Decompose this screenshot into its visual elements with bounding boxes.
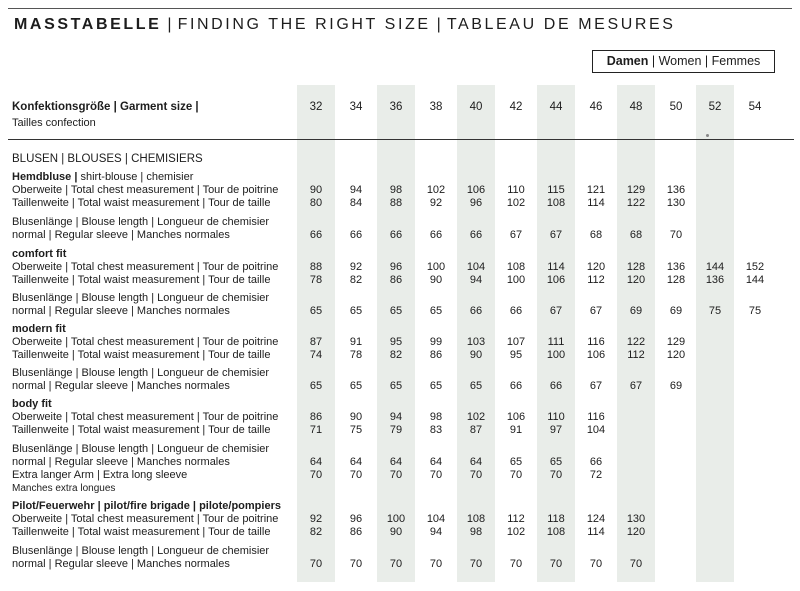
value-cell: 86 [309,411,323,423]
value-cell: 94 [389,411,403,423]
group-pilot: Pilot/Feuerwehr | pilot/fire brigade | pilote/pompiers [12,500,281,512]
value-cell: 64 [389,456,403,468]
value-cell: 70 [309,558,323,570]
value-cell: 75 [349,424,363,436]
value-cell: 67 [549,229,563,241]
value-cell: 70 [549,558,563,570]
row-values [0,336,800,349]
gender-de: Damen [606,54,649,68]
value-cell: 110 [547,411,565,423]
value-cell: 102 [506,197,526,209]
value-cell: 79 [389,424,403,436]
value-cell: 78 [309,274,323,286]
value-cell: 102 [466,411,486,423]
row-label-chest: Oberweite | Total chest measurement | Tour de poitrine [12,513,279,525]
value-cell: 42 [509,101,523,113]
size-header-label: Konfektionsgröße | Garment size | [12,101,199,113]
value-cell: 118 [547,513,565,525]
value-cell: 95 [389,336,403,348]
value-cell: 116 [587,336,605,348]
value-cell: 100 [506,274,526,286]
value-cell: 71 [309,424,323,436]
value-cell: 129 [666,336,686,348]
value-cell: 84 [349,197,363,209]
value-cell: 90 [309,184,323,196]
value-cell: 144 [745,274,765,286]
row-label-regular: normal | Regular sleeve | Manches normales [12,305,230,317]
value-cell: 82 [389,349,403,361]
value-cell: 112 [587,274,605,286]
value-cell: 66 [549,380,563,392]
value-cell: 122 [626,197,646,209]
gender-selector: Damen | Women | Femmes [592,50,775,73]
value-cell: 66 [469,305,483,317]
value-cell: 65 [349,380,363,392]
row-values [0,184,800,197]
value-cell: 70 [349,469,363,481]
row-label-waist: Taillenweite | Total waist measurement | Tour de taille [12,424,271,436]
value-cell: 122 [626,336,646,348]
value-cell: 92 [429,197,443,209]
scan-dot [706,134,709,137]
value-cell: 110 [507,184,525,196]
value-cell: 111 [547,336,565,348]
value-cell: 114 [547,261,565,273]
size-header-label-fr: Tailles confection [12,117,96,129]
value-cell: 108 [506,261,526,273]
value-cell: 66 [509,305,523,317]
value-cell: 70 [309,469,323,481]
value-cell: 66 [389,229,403,241]
value-cell: 104 [466,261,486,273]
value-cell: 70 [429,469,443,481]
value-cell: 100 [386,513,406,525]
row-values [0,526,800,539]
value-cell: 88 [309,261,323,273]
value-cell: 94 [469,274,483,286]
value-cell: 94 [429,526,443,538]
value-cell: 65 [309,305,323,317]
title-fr: TABLEAU DE MESURES [446,16,676,33]
group-comfort-fit: comfort fit [12,248,67,260]
value-cell: 70 [469,558,483,570]
group-hemdbluse: Hemdbluse | shirt-blouse | chemisier [12,171,194,183]
value-cell: 144 [705,261,725,273]
value-cell: 64 [309,456,323,468]
value-cell: 69 [669,380,683,392]
row-values [0,411,800,424]
value-cell: 106 [506,411,526,423]
value-cell: 50 [669,101,683,113]
row-label-extra-fr: Manches extra longues [12,483,116,494]
gender-fr: Femmes [711,54,761,68]
value-cell: 121 [586,184,606,196]
value-cell: 115 [547,184,565,196]
value-cell: 92 [309,513,323,525]
value-cell: 38 [429,101,443,113]
value-cell: 86 [429,349,443,361]
value-cell: 124 [586,513,606,525]
row-values [0,456,800,469]
value-cell: 32 [309,101,323,113]
value-cell: 96 [389,261,403,273]
value-cell: 69 [669,305,683,317]
value-cell: 106 [546,274,566,286]
value-cell: 96 [469,197,483,209]
row-label-regular: normal | Regular sleeve | Manches normales [12,456,230,468]
column-stripe [696,85,734,582]
value-cell: 70 [389,558,403,570]
row-label-waist: Taillenweite | Total waist measurement | Tour de taille [12,197,271,209]
value-cell: 65 [509,456,523,468]
value-cell: 66 [589,456,603,468]
value-cell: 129 [626,184,646,196]
value-cell: 120 [626,526,646,538]
value-cell: 67 [629,380,643,392]
row-label-waist: Taillenweite | Total waist measurement | Tour de taille [12,526,271,538]
value-cell: 64 [429,456,443,468]
value-cell: 100 [426,261,446,273]
value-cell: 108 [546,526,566,538]
row-label-chest: Oberweite | Total chest measurement | Tour de poitrine [12,261,279,273]
value-cell: 112 [507,513,525,525]
value-cell: 90 [349,411,363,423]
row-label-chest: Oberweite | Total chest measurement | Tour de poitrine [12,336,279,348]
row-values [0,349,800,362]
header-divider [8,139,794,140]
value-cell: 70 [669,229,683,241]
value-cell: 120 [666,349,686,361]
value-cell: 95 [509,349,523,361]
value-cell: 83 [429,424,443,436]
value-cell: 74 [309,349,323,361]
value-cell: 66 [429,229,443,241]
value-cell: 120 [626,274,646,286]
row-values [0,424,800,437]
value-cell: 64 [349,456,363,468]
value-cell: 130 [626,513,646,525]
value-cell: 65 [389,305,403,317]
value-cell: 36 [389,101,403,113]
value-cell: 82 [309,526,323,538]
row-values [0,469,800,482]
top-rule [8,8,792,9]
column-stripe [537,85,575,582]
value-cell: 107 [506,336,526,348]
row-values [0,513,800,526]
row-label-waist: Taillenweite | Total waist measurement | Tour de taille [12,274,271,286]
row-label-waist: Taillenweite | Total waist measurement | Tour de taille [12,349,271,361]
row-values [0,558,800,571]
value-cell: 67 [549,305,563,317]
value-cell: 70 [429,558,443,570]
section-title: BLUSEN | BLOUSES | CHEMISIERS [12,153,203,165]
page-title: MASSTABELLE | FINDING THE RIGHT SIZE | TABLEAU DE MESURES [14,16,676,33]
value-cell: 75 [748,305,762,317]
column-stripe [457,85,495,582]
value-cell: 88 [389,197,403,209]
value-cell: 87 [469,424,483,436]
value-cell: 128 [626,261,646,273]
value-cell: 70 [349,558,363,570]
value-cell: 86 [389,274,403,286]
value-cell: 66 [509,380,523,392]
value-cell: 65 [429,380,443,392]
value-cell: 96 [349,513,363,525]
row-label-chest: Oberweite | Total chest measurement | Tour de poitrine [12,411,279,423]
value-cell: 67 [509,229,523,241]
column-stripe [617,85,655,582]
value-cell: 136 [666,184,686,196]
value-cell: 87 [309,336,323,348]
title-de: MASSTABELLE [14,16,162,33]
value-cell: 102 [426,184,446,196]
value-cell: 65 [429,305,443,317]
row-label-regular: normal | Regular sleeve | Manches normales [12,229,230,241]
row-values [0,305,800,318]
row-label-length: Blusenlänge | Blouse length | Longueur de chemisier [12,292,270,304]
value-cell: 91 [509,424,523,436]
value-cell: 70 [389,469,403,481]
value-cell: 48 [629,101,643,113]
value-cell: 106 [466,184,486,196]
row-label-chest: Oberweite | Total chest measurement | Tour de poitrine [12,184,279,196]
value-cell: 65 [469,380,483,392]
gender-en: Women [658,54,702,68]
group-body-fit: body fit [12,398,52,410]
value-cell: 70 [509,469,523,481]
title-en: FINDING THE RIGHT SIZE [177,16,431,33]
column-stripe [377,85,415,582]
value-cell: 70 [629,558,643,570]
value-cell: 90 [389,526,403,538]
value-cell: 44 [549,101,563,113]
value-cell: 68 [589,229,603,241]
value-cell: 112 [627,349,645,361]
value-cell: 67 [589,380,603,392]
value-cell: 78 [349,349,363,361]
value-cell: 116 [587,411,605,423]
row-label-length: Blusenlänge | Blouse length | Longueur de chemisier [12,216,270,228]
value-cell: 136 [705,274,725,286]
row-values [0,197,800,210]
row-values [0,380,800,393]
value-cell: 103 [466,336,486,348]
value-cell: 34 [349,101,363,113]
row-label-extra: Extra langer Arm | Extra long sleeve [12,469,188,481]
value-cell: 66 [349,229,363,241]
value-cell: 91 [349,336,363,348]
row-label-regular: normal | Regular sleeve | Manches normales [12,558,230,570]
value-cell: 104 [426,513,446,525]
value-cell: 130 [666,197,686,209]
value-cell: 70 [549,469,563,481]
value-cell: 46 [589,101,603,113]
value-cell: 40 [469,101,483,113]
value-cell: 70 [589,558,603,570]
row-label-length: Blusenlänge | Blouse length | Longueur de chemisier [12,545,270,557]
value-cell: 94 [349,184,363,196]
value-cell: 108 [466,513,486,525]
value-cell: 90 [429,274,443,286]
row-label-length: Blusenlänge | Blouse length | Longueur de chemisier [12,443,270,455]
value-cell: 128 [666,274,686,286]
value-cell: 52 [708,101,722,113]
value-cell: 114 [587,197,605,209]
value-cell: 66 [469,229,483,241]
value-cell: 99 [429,336,443,348]
value-cell: 70 [509,558,523,570]
row-label-length: Blusenlänge | Blouse length | Longueur de chemisier [12,367,270,379]
group-modern-fit: modern fit [12,323,66,335]
value-cell: 102 [506,526,526,538]
value-cell: 80 [309,197,323,209]
value-cell: 65 [389,380,403,392]
row-values [0,274,800,287]
value-cell: 64 [469,456,483,468]
value-cell: 90 [469,349,483,361]
value-cell: 120 [586,261,606,273]
value-cell: 67 [589,305,603,317]
value-cell: 75 [708,305,722,317]
value-cell: 65 [549,456,563,468]
value-cell: 69 [629,305,643,317]
row-label-regular: normal | Regular sleeve | Manches normales [12,380,230,392]
value-cell: 98 [389,184,403,196]
value-cell: 136 [666,261,686,273]
value-cell: 97 [549,424,563,436]
value-cell: 92 [349,261,363,273]
value-cell: 82 [349,274,363,286]
value-cell: 70 [469,469,483,481]
value-cell: 104 [586,424,606,436]
value-cell: 72 [589,469,603,481]
row-values [0,229,800,242]
value-cell: 100 [546,349,566,361]
value-cell: 86 [349,526,363,538]
value-cell: 98 [469,526,483,538]
value-cell: 114 [587,526,605,538]
value-cell: 66 [309,229,323,241]
size-header-row [0,101,800,114]
value-cell: 68 [629,229,643,241]
value-cell: 152 [745,261,765,273]
row-values [0,261,800,274]
column-stripe [297,85,335,582]
value-cell: 108 [546,197,566,209]
value-cell: 54 [748,101,762,113]
value-cell: 65 [349,305,363,317]
value-cell: 65 [309,380,323,392]
value-cell: 98 [429,411,443,423]
value-cell: 106 [586,349,606,361]
